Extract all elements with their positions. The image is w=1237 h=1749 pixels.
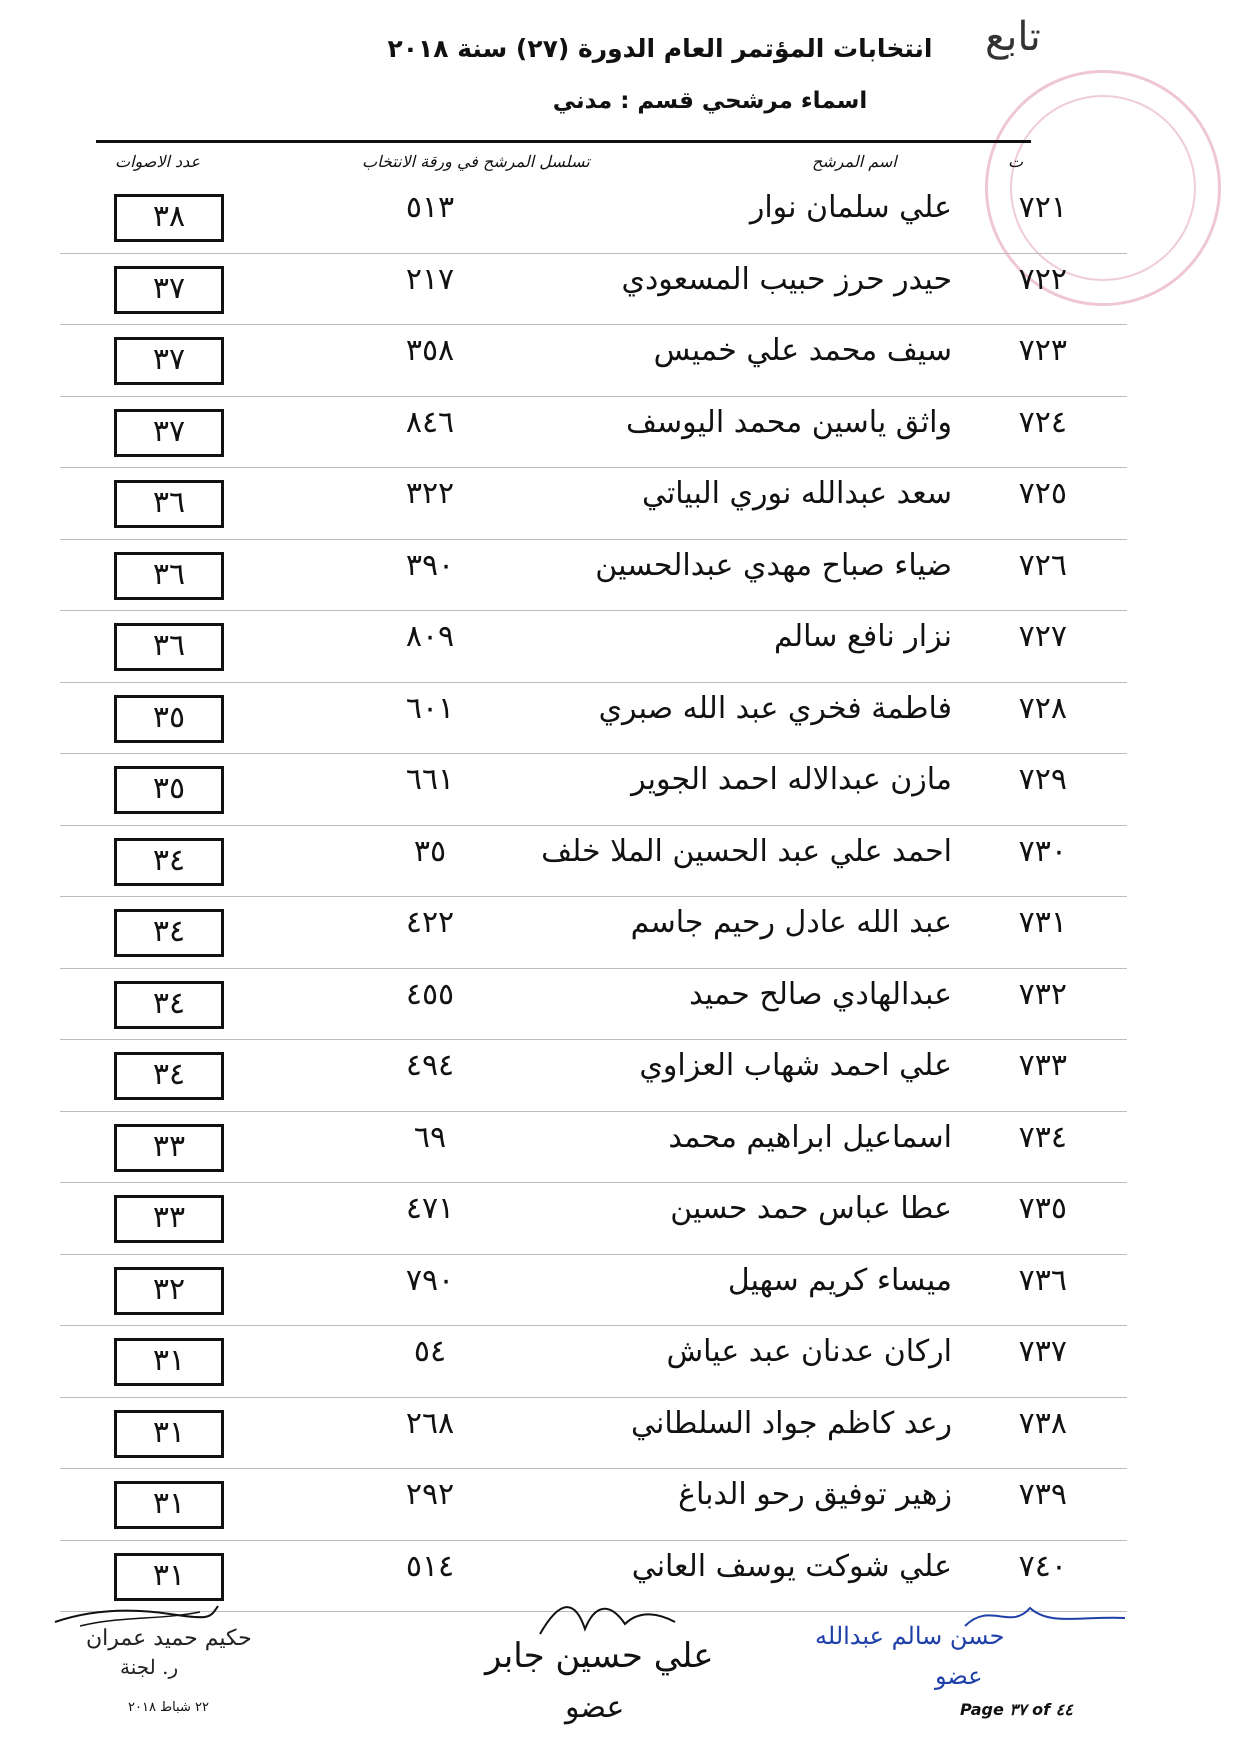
candidate-name: ميساء كريم سهيل bbox=[727, 1262, 952, 1298]
row-index: ٧٣٤ bbox=[1018, 1119, 1067, 1155]
vote-count: ٣٧ bbox=[114, 266, 224, 314]
column-header-name: اسم المرشح bbox=[812, 152, 897, 171]
signature-right-name: حسن سالم عبدالله bbox=[815, 1622, 1005, 1650]
ballot-serial: ٤٥٥ bbox=[405, 976, 455, 1012]
row-index: ٧٢٩ bbox=[1018, 762, 1067, 797]
vote-count: ٣٢ bbox=[114, 1267, 224, 1315]
vote-count: ٣٥ bbox=[114, 695, 224, 743]
table-row bbox=[0, 254, 1237, 326]
candidate-name: عبد الله عادل رحيم جاسم bbox=[630, 905, 952, 940]
signature-left-name: حكيم حميد عمران bbox=[86, 1626, 252, 1651]
row-index: ٧٢٨ bbox=[1018, 690, 1067, 726]
ballot-serial: ٤٩٤ bbox=[405, 1048, 455, 1083]
signature-right-role: عضو bbox=[935, 1662, 983, 1690]
continued-mark: تابع bbox=[985, 14, 1041, 60]
ballot-serial: ٤٢٢ bbox=[405, 905, 455, 940]
row-index: ٧٢٥ bbox=[1018, 476, 1067, 511]
vote-count: ٣٦ bbox=[114, 480, 224, 528]
candidate-table bbox=[0, 182, 1237, 1612]
table-row bbox=[0, 540, 1237, 612]
ballot-serial: ٥١٤ bbox=[405, 1548, 455, 1584]
row-index: ٧٢١ bbox=[1018, 190, 1067, 225]
signature-center-role: عضو bbox=[565, 1690, 625, 1725]
ballot-serial: ٦٦١ bbox=[405, 762, 455, 797]
table-row bbox=[0, 182, 1237, 254]
ballot-serial: ٣٥ bbox=[413, 833, 447, 869]
ballot-serial: ٧٩٠ bbox=[405, 1262, 455, 1298]
vote-count: ٣٣ bbox=[114, 1124, 224, 1172]
vote-count: ٣٨ bbox=[114, 194, 224, 242]
vote-count: ٣٧ bbox=[114, 337, 224, 385]
vote-count: ٣٥ bbox=[114, 766, 224, 814]
table-row bbox=[0, 826, 1237, 898]
vote-count: ٣٦ bbox=[114, 623, 224, 671]
ballot-serial: ٣٩٠ bbox=[405, 547, 455, 583]
table-row bbox=[0, 611, 1237, 683]
ballot-serial: ٦٩ bbox=[413, 1119, 447, 1155]
candidate-name: مازن عبدالاله احمد الجوير bbox=[631, 762, 952, 797]
row-index: ٧٣٦ bbox=[1018, 1262, 1067, 1298]
row-index: ٧٤٠ bbox=[1018, 1548, 1067, 1584]
candidate-name: اركان عدنان عبد عياش bbox=[666, 1334, 952, 1369]
table-row bbox=[0, 1040, 1237, 1112]
table-row bbox=[0, 1255, 1237, 1327]
column-header-index: ت bbox=[1008, 152, 1024, 171]
ballot-serial: ٢٦٨ bbox=[405, 1405, 455, 1441]
signature-left-role: ر. لجنة bbox=[120, 1655, 179, 1679]
table-row bbox=[0, 969, 1237, 1041]
ballot-serial: ٣٥٨ bbox=[405, 333, 455, 368]
vote-count: ٣٤ bbox=[114, 838, 224, 886]
candidate-name: احمد علي عبد الحسين الملا خلف bbox=[541, 833, 952, 869]
candidate-name: ضياء صباح مهدي عبدالحسين bbox=[595, 547, 952, 583]
table-row bbox=[0, 683, 1237, 755]
ballot-serial: ٦٠١ bbox=[405, 690, 455, 726]
candidate-name: سيف محمد علي خميس bbox=[653, 333, 952, 368]
table-row bbox=[0, 1326, 1237, 1398]
row-index: ٧٣٨ bbox=[1018, 1405, 1067, 1441]
candidate-name: حيدر حرز حبيب المسعودي bbox=[621, 261, 952, 297]
table-row bbox=[0, 1183, 1237, 1255]
row-index: ٧٢٢ bbox=[1018, 261, 1067, 297]
page-subtitle: اسماء مرشحي قسم : مدني bbox=[552, 88, 868, 114]
candidate-name: واثق ياسين محمد اليوسف bbox=[625, 404, 952, 440]
table-row bbox=[0, 897, 1237, 969]
candidate-name: عطا عباس حمد حسين bbox=[670, 1191, 952, 1226]
vote-count: ٣٦ bbox=[114, 552, 224, 600]
row-index: ٧٢٤ bbox=[1018, 404, 1067, 440]
row-index: ٧٣١ bbox=[1018, 905, 1067, 940]
candidate-name: علي احمد شهاب العزاوي bbox=[639, 1048, 952, 1083]
table-row bbox=[0, 1469, 1237, 1541]
row-index: ٧٣٠ bbox=[1018, 833, 1067, 869]
row-index: ٧٣٣ bbox=[1018, 1048, 1067, 1083]
vote-count: ٣٧ bbox=[114, 409, 224, 457]
candidate-name: علي شوكت يوسف العاني bbox=[631, 1548, 952, 1584]
row-index: ٧٣٧ bbox=[1018, 1334, 1067, 1369]
ballot-serial: ٢١٧ bbox=[405, 261, 455, 297]
vote-count: ٣١ bbox=[114, 1338, 224, 1386]
ballot-serial: ٤٧١ bbox=[405, 1191, 455, 1226]
page-title: انتخابات المؤتمر العام الدورة (٢٧) سنة ٢٠١٨ bbox=[387, 34, 933, 63]
vote-count: ٣٤ bbox=[114, 1052, 224, 1100]
candidate-name: اسماعيل ابراهيم محمد bbox=[668, 1119, 952, 1155]
row-index: ٧٣٥ bbox=[1018, 1191, 1067, 1226]
header-rule bbox=[96, 140, 1031, 143]
candidate-name: نزار نافع سالم bbox=[774, 619, 952, 654]
page-number: Page ٣٧ of ٤٤ bbox=[960, 1700, 1073, 1719]
vote-count: ٣٤ bbox=[114, 909, 224, 957]
candidate-name: زهير توفيق رحو الدباغ bbox=[678, 1477, 952, 1512]
vote-count: ٣٤ bbox=[114, 981, 224, 1029]
candidate-name: فاطمة فخري عبد الله صبري bbox=[598, 690, 952, 726]
table-row bbox=[0, 397, 1237, 469]
ballot-serial: ٥١٣ bbox=[405, 190, 455, 225]
table-row bbox=[0, 1112, 1237, 1184]
ballot-serial: ٨٠٩ bbox=[405, 619, 455, 654]
table-row bbox=[0, 468, 1237, 540]
table-row bbox=[0, 325, 1237, 397]
row-index: ٧٢٦ bbox=[1018, 547, 1067, 583]
column-header-serial: تسلسل المرشح في ورقة الانتخاب bbox=[362, 152, 590, 171]
ballot-serial: ٢٩٢ bbox=[405, 1477, 455, 1512]
vote-count: ٣١ bbox=[114, 1553, 224, 1601]
row-index: ٧٣٩ bbox=[1018, 1477, 1067, 1512]
candidate-name: علي سلمان نوار bbox=[749, 190, 952, 225]
candidate-name: عبدالهادي صالح حميد bbox=[689, 976, 952, 1012]
row-index: ٧٢٣ bbox=[1018, 333, 1067, 368]
table-row bbox=[0, 754, 1237, 826]
signature-date: ٢٢ شباط ٢٠١٨ bbox=[128, 1700, 209, 1715]
ballot-serial: ٥٤ bbox=[413, 1334, 447, 1369]
ballot-serial: ٣٢٢ bbox=[405, 476, 455, 511]
table-row bbox=[0, 1398, 1237, 1470]
candidate-name: رعد كاظم جواد السلطاني bbox=[630, 1405, 952, 1441]
vote-count: ٣١ bbox=[114, 1481, 224, 1529]
candidate-name: سعد عبدالله نوري البياتي bbox=[641, 476, 952, 511]
row-index: ٧٢٧ bbox=[1018, 619, 1067, 654]
vote-count: ٣١ bbox=[114, 1410, 224, 1458]
ballot-serial: ٨٤٦ bbox=[405, 404, 455, 440]
column-header-votes: عدد الاصوات bbox=[115, 152, 201, 171]
vote-count: ٣٣ bbox=[114, 1195, 224, 1243]
row-index: ٧٣٢ bbox=[1018, 976, 1067, 1012]
signature-center-name: علي حسين جابر bbox=[485, 1636, 714, 1676]
